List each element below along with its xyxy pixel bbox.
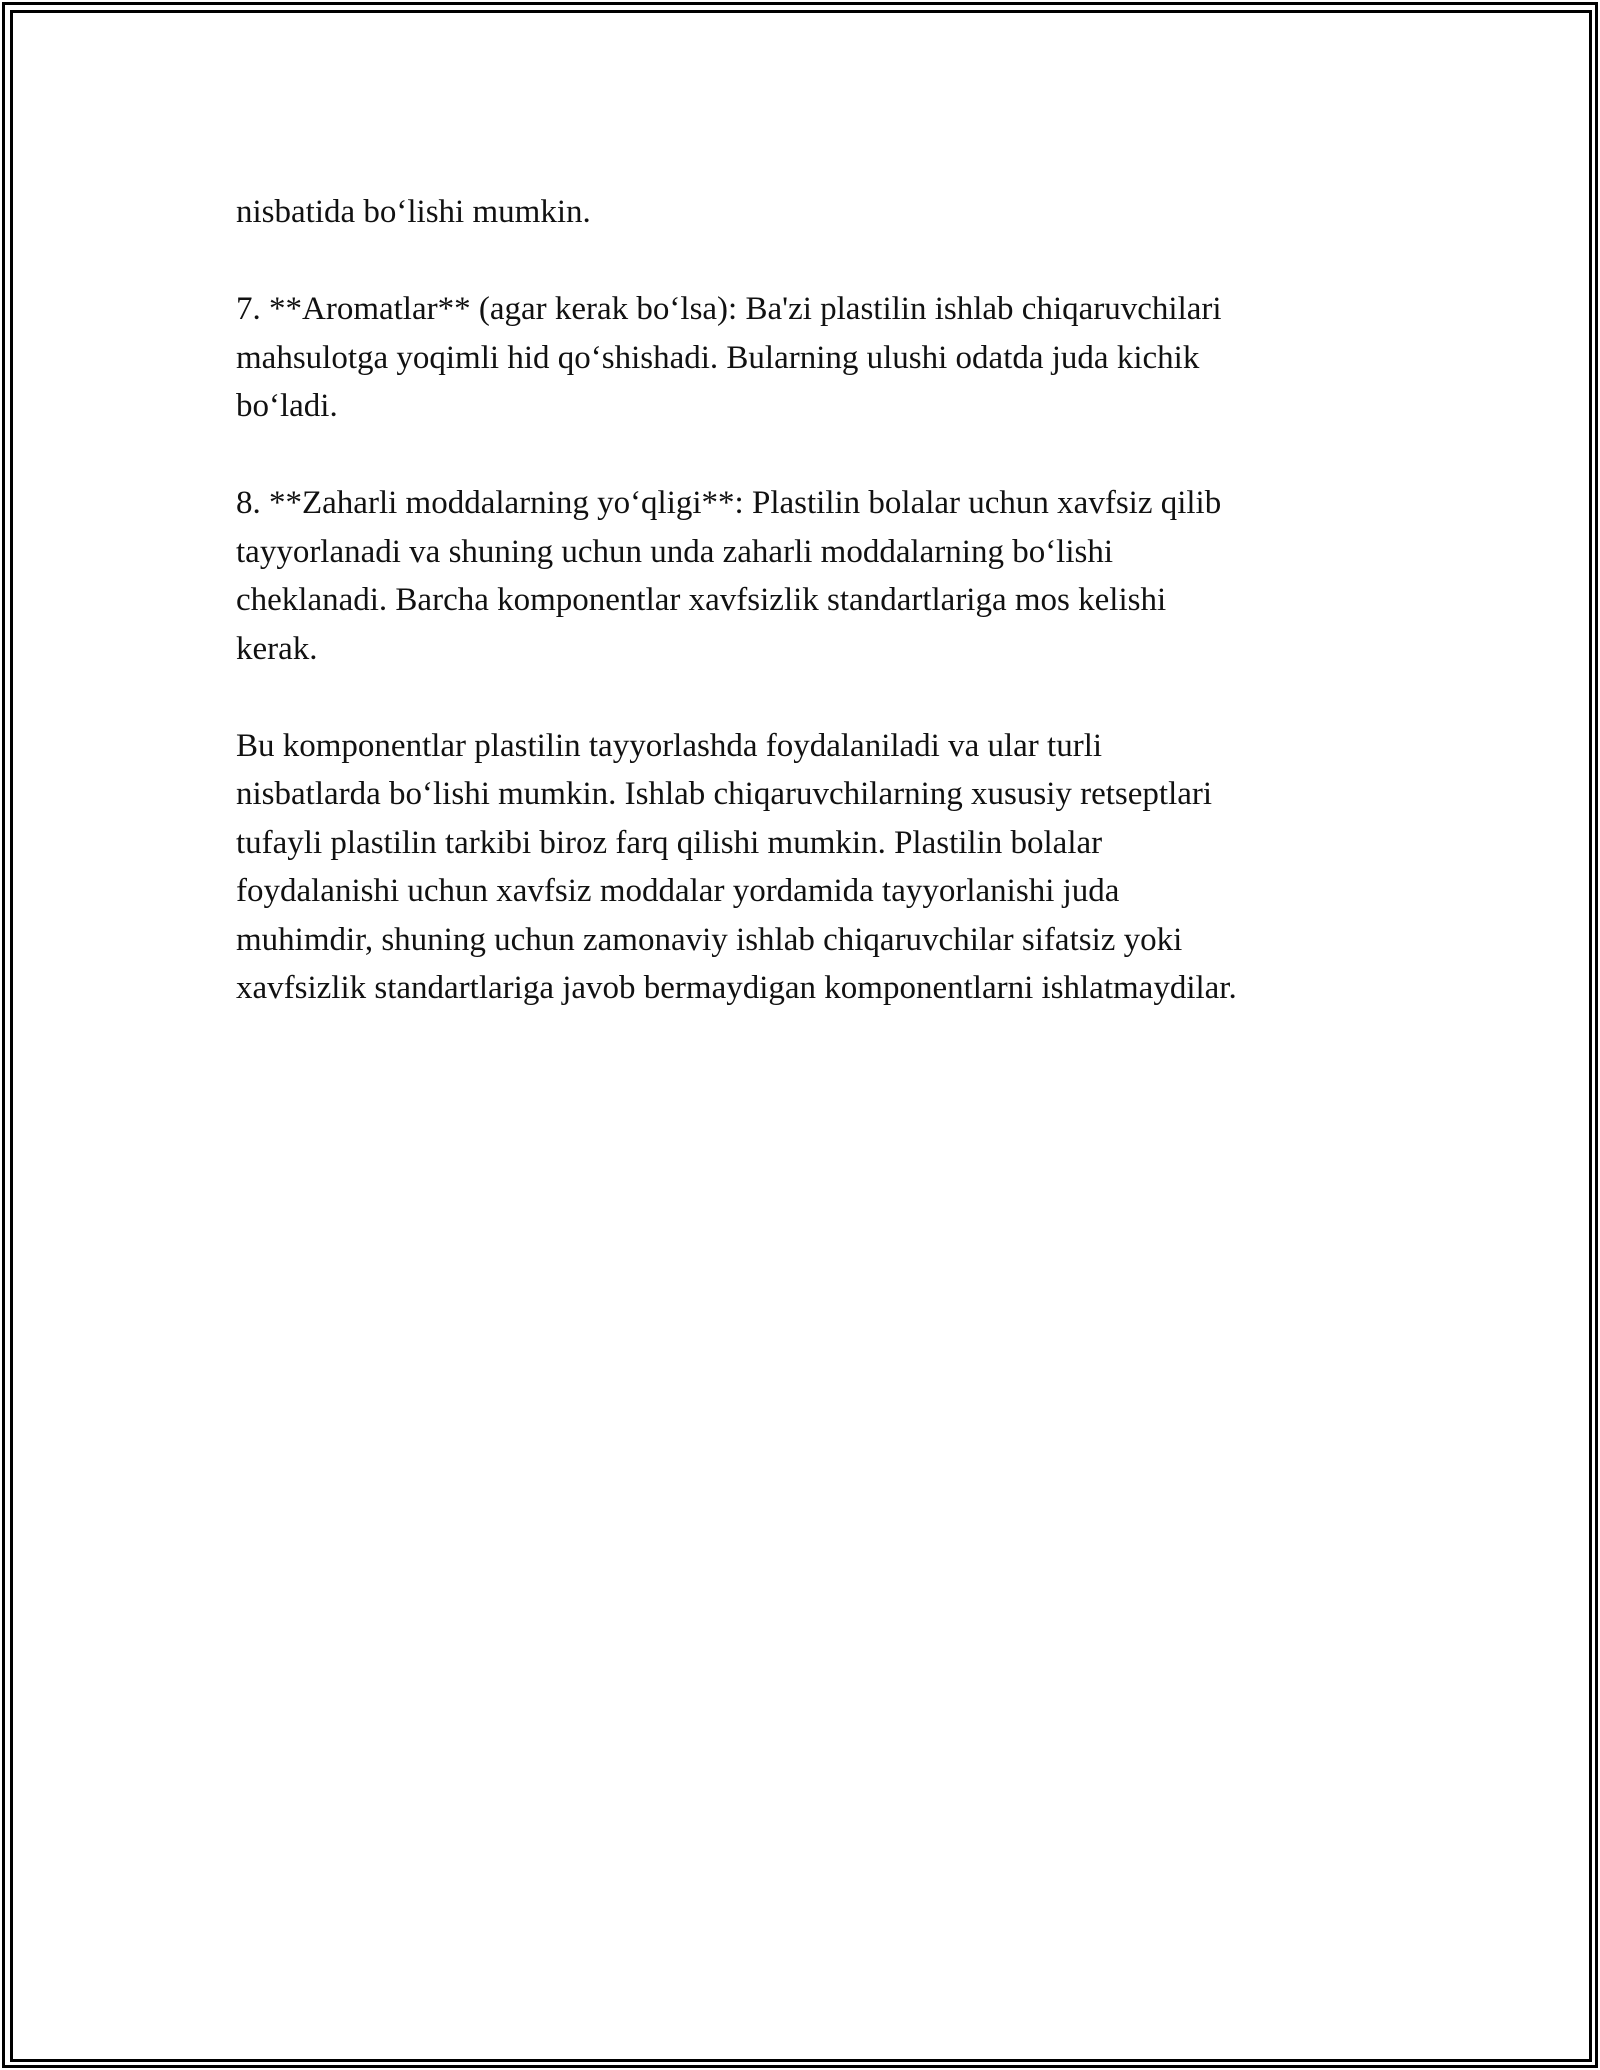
document-body [236,188,1376,1061]
list-item-zaharli-moddalar: 8. **Zaharli moddalarning yo‘qligi**: Plastilin bolalar uchun xavfsiz qilib tayyorlanadi va shuning uchun unda zaharli moddalarning bo‘lishi cheklanadi. Barcha komponentlar xavfsizlik standartlariga mos kelishi kerak. [236,485,1222,667]
paragraph-continuation: nisbatida bo‘lishi mumkin. [236,194,591,230]
list-item-aromatlar: 7. **Aromatlar** (agar kerak bo‘lsa): Ba'zi plastilin ishlab chiqaruvchilari mahsulotga yoqimli hid qo‘shishadi. Bularning ulushi odatda juda kichik bo‘ladi. [236,291,1222,424]
paragraph-conclusion: Bu komponentlar plastilin tayyorlashda foydalaniladi va ular turli nisbatlarda bo‘lishi mumkin. Ishlab chiqaruvchilarning xususiy retseptlari tufayli plastilin tarkibi biroz farq qilishi mumkin. Plastilin bolalar foydalanishi uchun xavfsiz moddalar yordamida tayyorlanishi juda muhimdir, shuning uchun zamonaviy ishlab chiqaruvchilar sifatsiz yoki xavfsizlik standartlariga javob bermaydigan komponentlarni ishlatmaydilar. [236,727,1237,1006]
